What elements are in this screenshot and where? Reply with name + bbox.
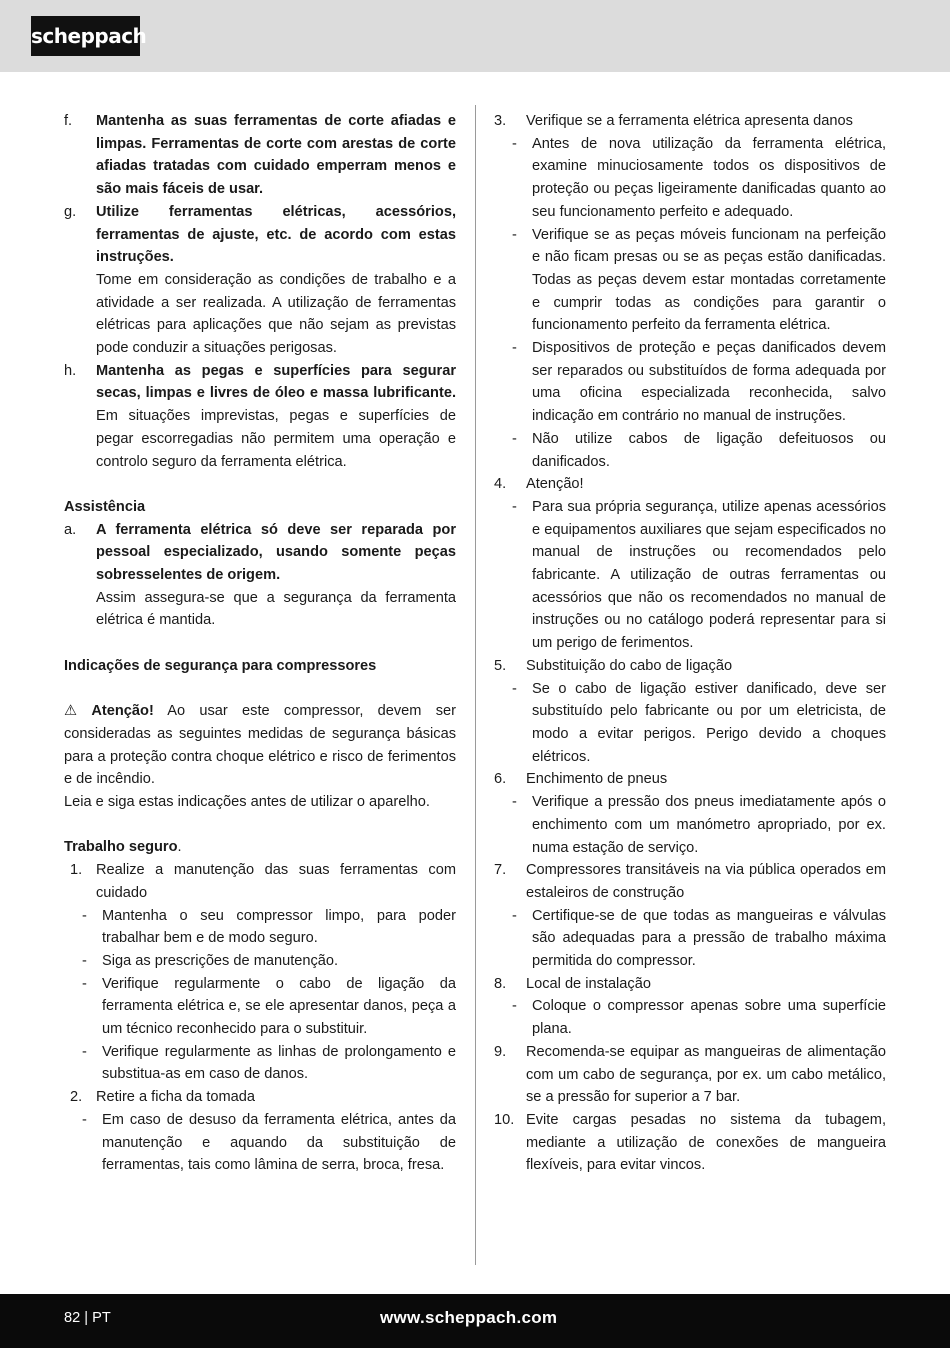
list-item: - Verifique se as peças móveis funcionam na perfeição e não ficam presas ou se as peças estão danificadas. Todas as peças devem estar montadas corretamente e cumprir todas as condições para garantir o funcionamento perfeito da ferramenta elétrica. [512, 226, 886, 334]
item-text: Tome em consideração as condições de trabalho e a atividade a ser realizada. A utilização de ferramentas elétricas para aplicações que não sejam as previstas pode conduzir a situações perigosas. [96, 271, 456, 357]
sub-list-4 [494, 496, 886, 655]
item-marker: 1. [70, 862, 83, 879]
list-item-g [64, 201, 456, 360]
right-column [494, 110, 886, 1177]
page-number: 82 | PT [64, 1310, 111, 1326]
list-item: - Antes de nova utilização da ferramenta elétrica, examine minuciosamente todos os dispositivos de proteção ou peças ligeiramente danificadas quanto ao seu funcionamento perfeito e adequado. [512, 135, 886, 220]
list-item: - Dispositivos de proteção e peças danificados devem ser reparados ou substituídos de forma adequada por uma oficina especializada reconhecida, salvo indicação em contrário no manual de instruções. [512, 340, 886, 425]
item-text: Enchimento de pneus [526, 771, 668, 788]
brand-logo: scheppach [31, 16, 140, 56]
website-link[interactable]: www.scheppach.com [380, 1308, 558, 1327]
item-marker: 3. [494, 113, 507, 129]
list-item-3 [494, 110, 886, 133]
sub-list-6 [494, 791, 886, 859]
list-item-f [64, 110, 456, 201]
warning-text: Ao usar este compressor, devem ser consideradas as seguintes medidas de segurança básicas para a proteção contra choque elétrico e risco de ferimentos e de incêndio. [64, 703, 457, 788]
item-marker: 9. [494, 1043, 507, 1060]
footer-bar [0, 1294, 950, 1348]
sub-list-1 [64, 905, 456, 1087]
item-text: Retire a ficha da tomada [96, 1089, 255, 1106]
item-text: Compressores transitáveis na via pública operados em estaleiros de construção [526, 862, 886, 901]
item-marker: 6. [494, 771, 507, 788]
item-text: Recomenda-se equipar as mangueiras de alimentação com um cabo de segurança, por ex. um cabo metálico, se a pressão for superior a 7 bar. [526, 1043, 886, 1106]
warning-label: Atenção! [91, 703, 154, 720]
item-marker: 4. [494, 476, 507, 493]
item-marker: 7. [494, 862, 507, 879]
list-item-4 [494, 473, 886, 496]
list-item-1 [64, 859, 456, 904]
column-divider [475, 105, 476, 1265]
item-marker: f. [64, 113, 73, 129]
sub-list-8 [494, 995, 886, 1040]
list-item: - Mantenha o seu compressor limpo, para poder trabalhar bem e de modo seguro. [82, 907, 456, 947]
list-item: - Verifique a pressão dos pneus imediatamente após o enchimento com um manómetro apropriado, por ex. numa estação de serviço. [512, 794, 886, 856]
list-item: - Para sua própria segurança, utilize apenas acessórios e equipamentos auxiliares que sejam especificados no manual de instruções ou recomendados pelo fabricante. A utilização de outras ferramentas ou acessórios que não os recomendados no manual de instruções ou no catálogo poderá representar para si um perigo de ferimentos. [512, 498, 886, 652]
sub-list-7 [494, 905, 886, 973]
list-item: - Certifique-se de que todas as mangueiras e válvulas são adequadas para a pressão de trabalho máxima permitida do compressor. [512, 907, 886, 970]
list-item-10 [494, 1109, 886, 1177]
item-text: Em situações imprevistas, pegas e superfícies de pegar escorregadias não permitem uma operação e controlo seguro da ferramenta elétrica. [96, 408, 456, 470]
sub-list-3 [494, 133, 886, 474]
left-column [64, 110, 456, 1177]
item-text: Atenção! [526, 476, 584, 493]
section-heading: Indicações de segurança para compressores [64, 657, 377, 674]
list-item-5 [494, 655, 886, 678]
list-item: - Se o cabo de ligação estiver danificado, deve ser substituído pelo fabricante ou por um eletricista, de modo a evitar perigos. Perigo devido a choques elétricos. [512, 680, 886, 765]
list-item: - Verifique regularmente as linhas de prolongamento e substitua-as em caso de danos. [82, 1043, 456, 1083]
section-heading: Assistência [64, 498, 146, 515]
item-text: Local de instalação [526, 975, 651, 992]
item-bold-text: Utilize ferramentas elétricas, acessórios, ferramentas de ajuste, etc. de acordo com estas instruções. [96, 203, 456, 266]
warning-icon: ⚠ [64, 703, 78, 720]
list-item-8 [494, 973, 886, 996]
header-bar [0, 0, 950, 72]
item-text: Evite cargas pesadas no sistema da tubagem, mediante a utilização de conexões de mangueira flexíveis, para evitar vincos. [526, 1111, 886, 1174]
item-marker: 10. [494, 1111, 515, 1128]
item-bold-text: Mantenha as pegas e superfícies para segurar secas, limpas e livres de óleo e massa lubrificante. [96, 362, 456, 402]
item-text: Substituição do cabo de ligação [526, 657, 733, 674]
item-text: Assim assegura-se que a segurança da ferramenta elétrica é mantida. [96, 589, 456, 629]
item-marker: 8. [494, 975, 507, 992]
item-text: Verifique se a ferramenta elétrica apresenta danos [526, 113, 853, 129]
list-item-h [64, 360, 456, 474]
warning-paragraph [64, 700, 456, 791]
item-marker: h. [64, 362, 77, 379]
item-bold-text: A ferramenta elétrica só deve ser reparada por pessoal especializado, usando somente peças sobresselentes de origem. [96, 521, 456, 584]
item-marker: 2. [70, 1089, 83, 1106]
section-heading: Trabalho seguro. [64, 839, 182, 856]
list-item-7 [494, 859, 886, 904]
list-item-a [64, 519, 456, 633]
item-text: Realize a manutenção das suas ferramentas com cuidado [96, 862, 456, 901]
list-item: - Coloque o compressor apenas sobre uma superfície plana. [512, 998, 886, 1038]
paragraph: Leia e siga estas indicações antes de utilizar o aparelho. [64, 794, 430, 811]
list-item: - Não utilize cabos de ligação defeituosos ou danificados. [512, 430, 886, 470]
list-item-2 [64, 1086, 456, 1109]
item-marker: a. [64, 521, 77, 538]
list-item-9 [494, 1041, 886, 1109]
list-item: - Siga as prescrições de manutenção. [82, 952, 339, 969]
list-item: - Em caso de desuso da ferramenta elétrica, antes da manutenção e aquando da substituição de ferramentas, tais como lâmina de serra, broca, fresa. [82, 1111, 456, 1174]
item-marker: g. [64, 203, 77, 220]
sub-list-2 [64, 1109, 456, 1177]
list-item: - Verifique regularmente o cabo de ligação da ferramenta elétrica e, se ele apresentar danos, peça a um técnico reconhecido para o substituir. [82, 975, 456, 1038]
item-marker: 5. [494, 657, 507, 674]
item-bold-text: Mantenha as suas ferramentas de corte afiadas e limpas. Ferramentas de corte com arestas de corte afiadas tratadas com cuidado emperram menos e são mais fáceis de usar. [96, 113, 456, 198]
list-item-6 [494, 768, 886, 791]
sub-list-5 [494, 678, 886, 769]
